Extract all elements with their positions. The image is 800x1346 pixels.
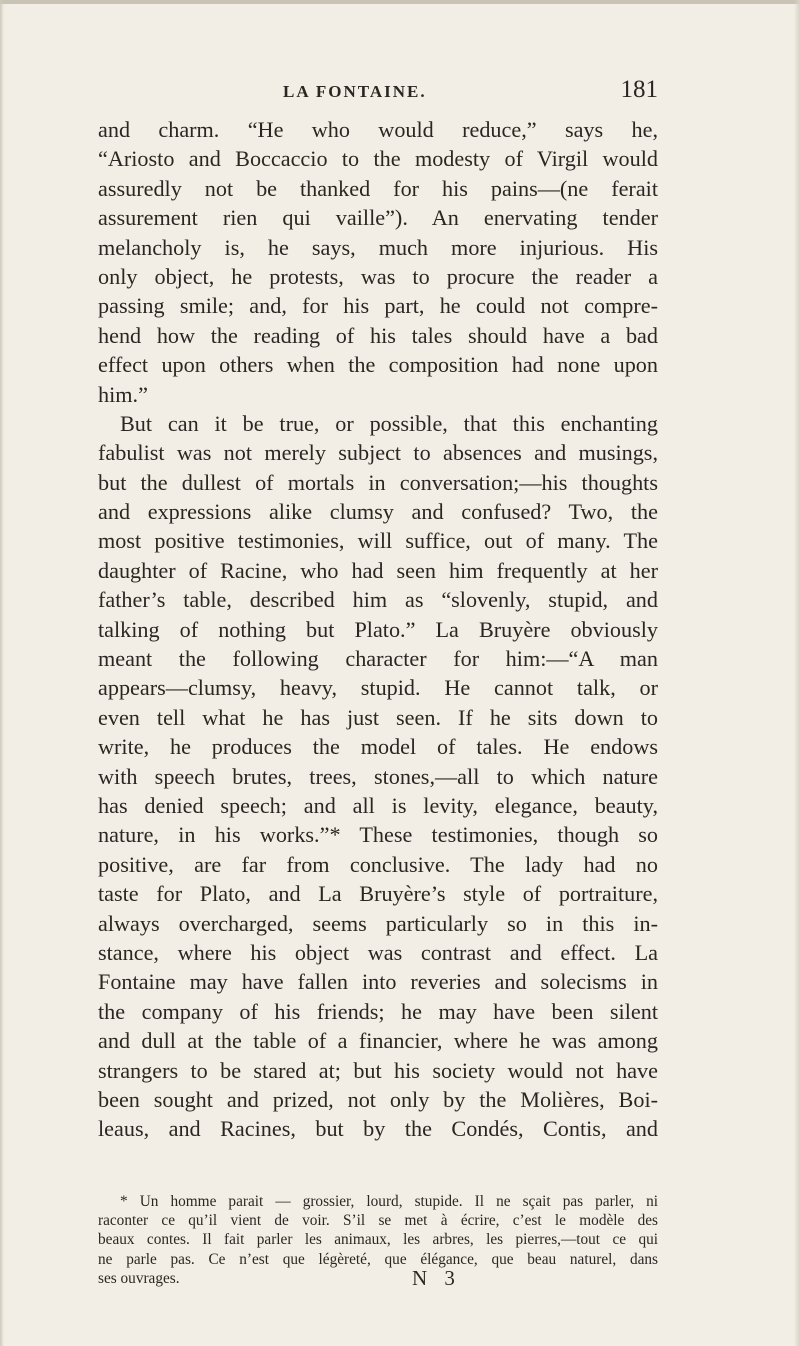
text-line: daughter of Racine, who had seen him frequently at her [98,557,658,583]
text-line: positive, are far from conclusive. The lady had no [98,851,658,877]
text-line: But can it be true, or possible, that this enchanting [120,410,658,436]
footnote-line: ne parle pas. Ce n’est que légèreté, que élégance, que beau naturel, dans [98,1250,658,1268]
running-head [98,76,658,106]
body-text [98,115,658,1144]
text-line: write, he produces the model of tales. He endows [98,734,658,760]
footnote [98,1192,658,1288]
scan-top-edge [0,0,800,4]
text-line: nature, in his works.”* These testimonies, though so [98,822,658,848]
page-number: 181 [620,76,658,103]
text-line: father’s table, described him as “slovenly, stupid, and [98,587,658,613]
text-line: meant the following character for him:—“A man [98,646,658,672]
text-line: him.” [98,381,148,407]
text-line: the company of his friends; he may have been silent [98,998,658,1024]
text-line: effect upon others when the composition had none upon [98,352,658,378]
text-line: “Ariosto and Boccaccio to the modesty of Virgil would [98,146,658,172]
text-line: been sought and prized, not only by the Molières, Boi- [98,1086,658,1112]
text-line: assuredly not be thanked for his pains—(ne ferait [98,175,658,201]
text-line: only object, he protests, was to procure the reader a [98,263,658,289]
text-line: and dull at the table of a financier, where he was among [98,1028,658,1054]
running-title: LA FONTAINE. [283,82,427,101]
text-line: but the dullest of mortals in conversation;—his thoughts [98,469,658,495]
text-line: always overcharged, seems particularly so in this in- [98,910,658,936]
text-line: talking of nothing but Plato.” La Bruyère obviously [98,616,658,642]
footnote-line: raconter ce qu’il vient de voir. S’il se met à écrire, c’est le modèle des [98,1212,658,1230]
scan-left-edge [0,0,4,1346]
text-line: hend how the reading of his tales should have a bad [98,322,658,348]
text-line: taste for Plato, and La Bruyère’s style of portraiture, [98,881,658,907]
text-line: appears—clumsy, heavy, stupid. He cannot talk, or [98,675,658,701]
footnote-line: beaux contes. Il fait parler les animaux, les arbres, les pierres,—tout ce qui [98,1231,658,1249]
footnote-line: * Un homme parait — grossier, lourd, stupide. Il ne sçait pas parler, ni [120,1193,658,1210]
footnote-line: ses ouvrages. [98,1269,180,1287]
text-line: with speech brutes, trees, stones,—all to which nature [98,763,658,789]
text-line: most positive testimonies, will suffice, out of many. The [98,528,658,554]
scan-right-edge [794,0,800,1346]
text-line: has denied speech; and all is levity, elegance, beauty, [98,792,658,818]
text-line: passing smile; and, for his part, he could not compre- [98,293,658,319]
signature-mark: N 3 [412,1266,461,1290]
text-line: Fontaine may have fallen into reveries and solecisms in [98,969,658,995]
text-line: even tell what he has just seen. If he sits down to [98,704,658,730]
text-line: stance, where his object was contrast and effect. La [98,939,658,965]
text-line: and charm. “He who would reduce,” says he, [98,117,658,142]
text-line: fabulist was not merely subject to absences and musings, [98,440,658,466]
text-line: and expressions alike clumsy and confused? Two, the [98,499,658,525]
text-line: strangers to be stared at; but his society would not have [98,1057,658,1083]
text-line: leaus, and Racines, but by the Condés, Contis, and [98,1116,658,1142]
text-line: melancholy is, he says, much more injurious. His [98,234,658,260]
text-line: assurement rien qui vaille”). An enervating tender [98,205,658,231]
